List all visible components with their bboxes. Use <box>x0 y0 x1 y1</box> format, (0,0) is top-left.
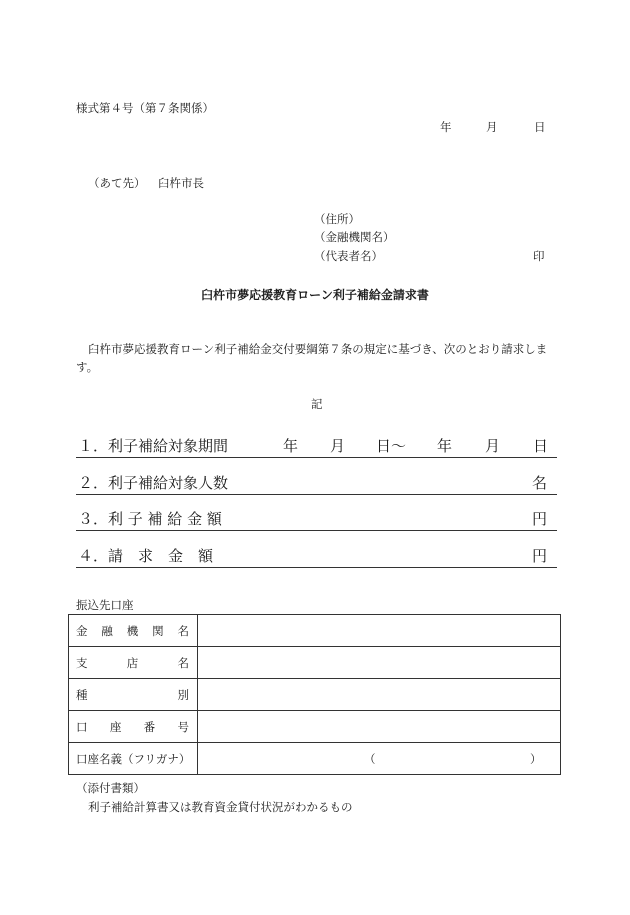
seal-mark: 印 <box>533 249 545 263</box>
table-row <box>69 647 561 679</box>
item-1-month-end: 月 <box>485 437 501 455</box>
representative-label: （代表者名） <box>314 249 383 263</box>
paren-open: （ <box>364 752 376 766</box>
account-table <box>68 614 561 775</box>
item-3-label: ３．利 子 補 給 金 額 <box>78 510 222 528</box>
account-number-header <box>69 711 198 743</box>
item-1-day-start: 日～ <box>376 437 407 455</box>
attachments-label: （添付書類） <box>76 781 145 795</box>
account-type-value[interactable] <box>198 679 561 711</box>
item-4-label: ４．請 求 金 額 <box>78 547 214 565</box>
item-3-unit: 円 <box>532 510 548 528</box>
item-3-line <box>76 512 557 531</box>
body-text-line2: す。 <box>76 360 99 374</box>
item-2-unit: 名 <box>532 474 548 492</box>
account-holder-value[interactable] <box>198 743 561 775</box>
item-4-unit: 円 <box>532 547 548 565</box>
addressee-name: 臼杵市長 <box>158 176 204 190</box>
body-text-line1: 臼杵市夢応援教育ローン利子補給金交付要綱第７条の規定に基づき、次のとおり請求しま <box>88 342 548 356</box>
table-row <box>69 743 561 775</box>
account-holder-header <box>69 743 198 775</box>
account-heading: 振込先口座 <box>76 598 134 612</box>
item-1-month-start: 月 <box>330 437 346 455</box>
bank-name-value[interactable] <box>198 615 561 647</box>
item-2-line <box>76 476 557 495</box>
item-1-year-end: 年 <box>437 437 453 455</box>
bank-name-label: （金融機関名） <box>314 230 395 244</box>
paren-close: ） <box>530 752 542 766</box>
item-4-line <box>76 549 557 568</box>
item-1-day-end: 日 <box>533 437 549 455</box>
table-row <box>69 711 561 743</box>
branch-name-value[interactable] <box>198 647 561 679</box>
bank-name-header <box>69 615 198 647</box>
bank-name-cell-label: 金 融 機 関 名 <box>76 623 189 638</box>
table-row <box>69 679 561 711</box>
document-title: 臼杵市夢応援教育ローン利子補給金請求書 <box>201 288 429 302</box>
attachments-text: 利子補給計算書又は教育資金貸付状況がわかるもの <box>88 800 353 814</box>
account-holder-cell-label: 口座名義（フリガナ） <box>76 751 191 766</box>
branch-name-cell-label: 支 店 名 <box>76 655 189 670</box>
ki-note: 記 <box>311 397 323 411</box>
date-month: 月 <box>486 120 498 134</box>
account-number-value[interactable] <box>198 711 561 743</box>
date-year: 年 <box>440 120 452 134</box>
item-1-label: １．利子補給対象期間 <box>78 437 229 455</box>
table-row <box>69 615 561 647</box>
form-number: 様式第４号（第７条関係） <box>76 101 214 115</box>
item-2-label: ２．利子補給対象人数 <box>78 474 229 492</box>
account-type-header <box>69 679 198 711</box>
item-1-year-start: 年 <box>283 437 299 455</box>
addressee-label: （あて先） <box>88 176 146 190</box>
date-day: 日 <box>534 120 546 134</box>
account-number-cell-label: 口 座 番 号 <box>76 719 189 734</box>
account-type-cell-label: 種 別 <box>76 687 189 702</box>
item-1-line <box>76 439 557 458</box>
branch-name-header <box>69 647 198 679</box>
address-label: （住所） <box>314 212 360 226</box>
